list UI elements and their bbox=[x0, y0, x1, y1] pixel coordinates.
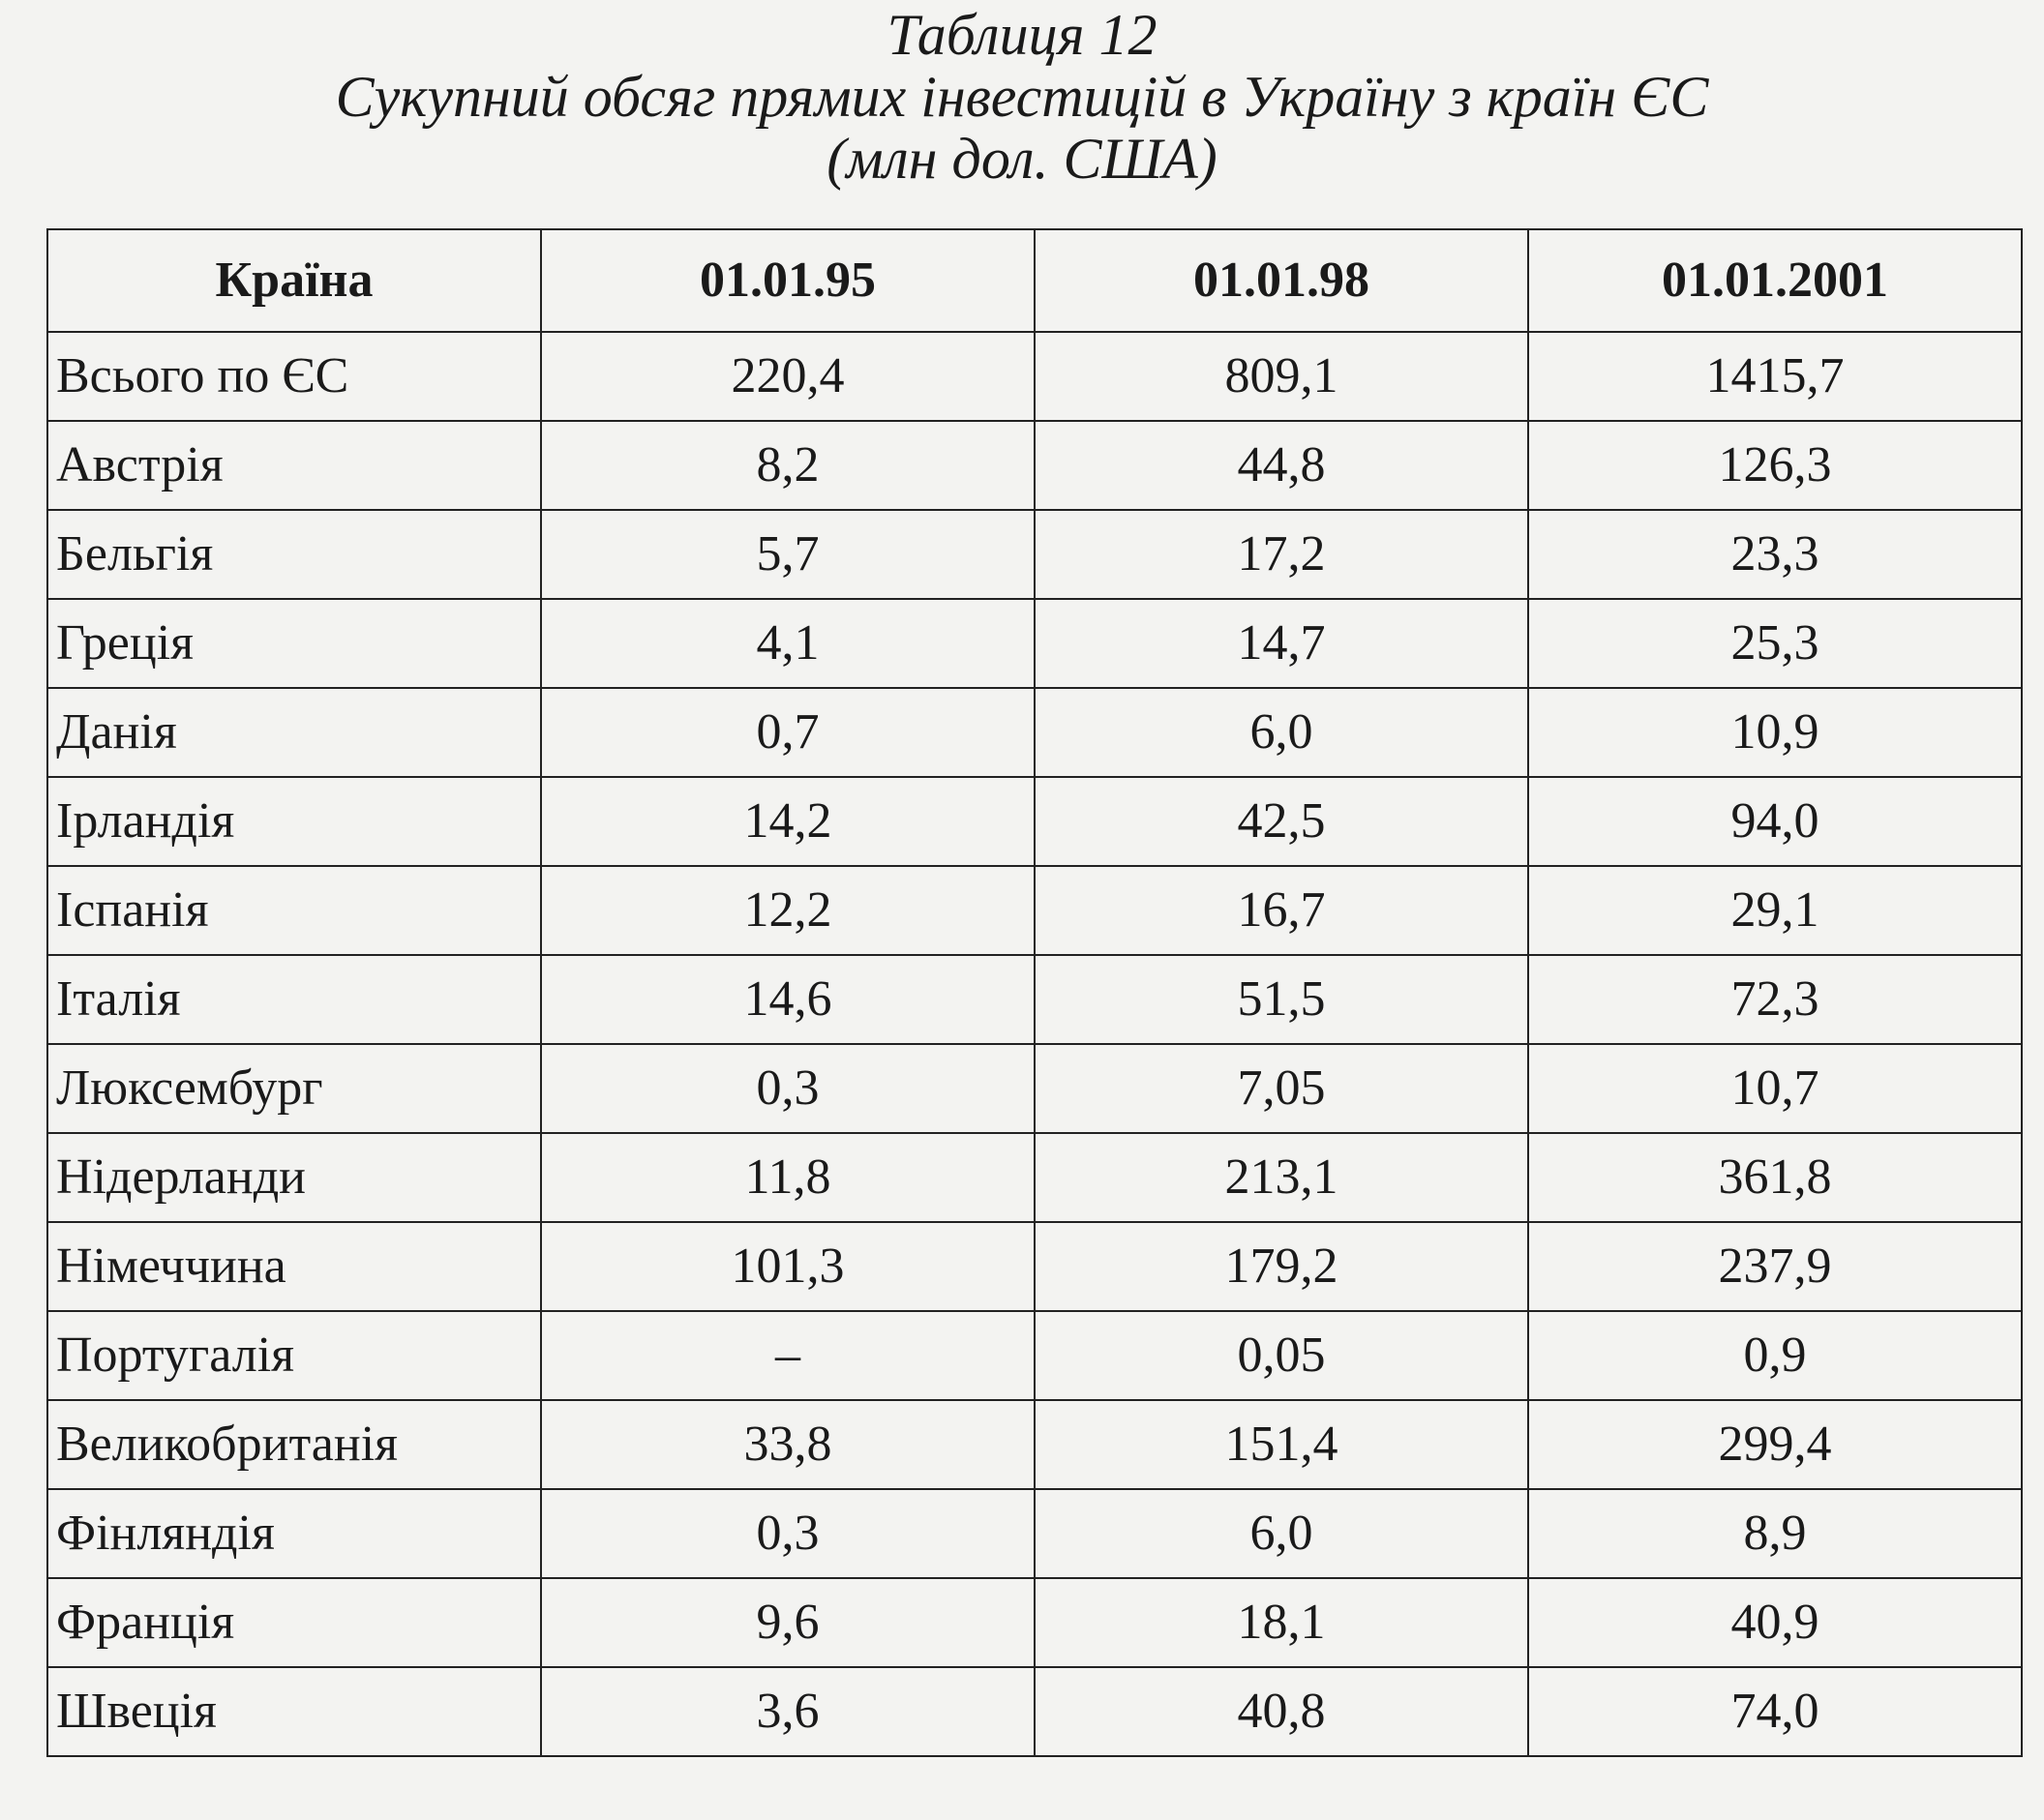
value-cell: 101,3 bbox=[541, 1222, 1035, 1311]
value-cell: 0,3 bbox=[541, 1489, 1035, 1578]
value-cell: 23,3 bbox=[1528, 510, 2022, 599]
country-cell: Данія bbox=[47, 688, 541, 777]
value-cell: 0,9 bbox=[1528, 1311, 2022, 1400]
value-cell: 25,3 bbox=[1528, 599, 2022, 688]
table-row bbox=[47, 1222, 2022, 1311]
value-cell: 51,5 bbox=[1035, 955, 1528, 1044]
country-cell: Австрія bbox=[47, 421, 541, 510]
value-cell: 7,05 bbox=[1035, 1044, 1528, 1133]
value-cell: 12,2 bbox=[541, 866, 1035, 955]
value-cell: 10,7 bbox=[1528, 1044, 2022, 1133]
country-cell: Люксембург bbox=[47, 1044, 541, 1133]
value-cell: 11,8 bbox=[541, 1133, 1035, 1222]
value-cell: 33,8 bbox=[541, 1400, 1035, 1489]
value-cell: 14,2 bbox=[541, 777, 1035, 866]
table-title: Сукупний обсяг прямих інвестицій в Україну з країн ЄС bbox=[335, 65, 1709, 129]
value-cell: 16,7 bbox=[1035, 866, 1528, 955]
table-caption bbox=[0, 4, 2044, 190]
table-row bbox=[47, 1489, 2022, 1578]
value-cell: 14,7 bbox=[1035, 599, 1528, 688]
country-cell: Великобританія bbox=[47, 1400, 541, 1489]
value-cell: 40,9 bbox=[1528, 1578, 2022, 1667]
table-row bbox=[47, 1044, 2022, 1133]
table-units: (млн дол. США) bbox=[827, 127, 1217, 191]
country-cell: Бельгія bbox=[47, 510, 541, 599]
table-row bbox=[47, 599, 2022, 688]
value-cell: 8,2 bbox=[541, 421, 1035, 510]
table-row bbox=[47, 1667, 2022, 1756]
value-cell: 3,6 bbox=[541, 1667, 1035, 1756]
value-cell: 10,9 bbox=[1528, 688, 2022, 777]
header-2001: 01.01.2001 bbox=[1528, 229, 2022, 332]
value-cell: 237,9 bbox=[1528, 1222, 2022, 1311]
country-cell: Ірландія bbox=[47, 777, 541, 866]
country-cell: Фінляндія bbox=[47, 1489, 541, 1578]
table-body bbox=[47, 332, 2022, 1756]
value-cell: 0,7 bbox=[541, 688, 1035, 777]
country-cell: Німеччина bbox=[47, 1222, 541, 1311]
value-cell: 0,05 bbox=[1035, 1311, 1528, 1400]
table-row bbox=[47, 688, 2022, 777]
table-row bbox=[47, 777, 2022, 866]
value-cell: 0,3 bbox=[541, 1044, 1035, 1133]
table-row bbox=[47, 1133, 2022, 1222]
value-cell: 44,8 bbox=[1035, 421, 1528, 510]
table-row bbox=[47, 510, 2022, 599]
country-cell: Франція bbox=[47, 1578, 541, 1667]
country-cell: Швеція bbox=[47, 1667, 541, 1756]
value-cell: 74,0 bbox=[1528, 1667, 2022, 1756]
value-cell: 29,1 bbox=[1528, 866, 2022, 955]
table-row bbox=[47, 1311, 2022, 1400]
header-country: Країна bbox=[47, 229, 541, 332]
header-1995: 01.01.95 bbox=[541, 229, 1035, 332]
value-cell: 40,8 bbox=[1035, 1667, 1528, 1756]
country-cell: Греція bbox=[47, 599, 541, 688]
investment-table-container bbox=[46, 228, 2021, 1757]
table-row bbox=[47, 1400, 2022, 1489]
value-cell: 299,4 bbox=[1528, 1400, 2022, 1489]
country-cell: Нідерланди bbox=[47, 1133, 541, 1222]
country-cell: Італія bbox=[47, 955, 541, 1044]
value-cell: 361,8 bbox=[1528, 1133, 2022, 1222]
value-cell: – bbox=[541, 1311, 1035, 1400]
country-cell: Іспанія bbox=[47, 866, 541, 955]
country-cell: Всього по ЄС bbox=[47, 332, 541, 421]
value-cell: 8,9 bbox=[1528, 1489, 2022, 1578]
value-cell: 4,1 bbox=[541, 599, 1035, 688]
value-cell: 18,1 bbox=[1035, 1578, 1528, 1667]
table-row bbox=[47, 1578, 2022, 1667]
table-row bbox=[47, 866, 2022, 955]
table-header-row bbox=[47, 229, 2022, 332]
value-cell: 5,7 bbox=[541, 510, 1035, 599]
value-cell: 220,4 bbox=[541, 332, 1035, 421]
value-cell: 6,0 bbox=[1035, 688, 1528, 777]
header-1998: 01.01.98 bbox=[1035, 229, 1528, 332]
country-cell: Португалія bbox=[47, 1311, 541, 1400]
table-row bbox=[47, 332, 2022, 421]
value-cell: 151,4 bbox=[1035, 1400, 1528, 1489]
table-row bbox=[47, 421, 2022, 510]
table-number: Таблиця 12 bbox=[887, 3, 1157, 67]
value-cell: 42,5 bbox=[1035, 777, 1528, 866]
value-cell: 1415,7 bbox=[1528, 332, 2022, 421]
value-cell: 126,3 bbox=[1528, 421, 2022, 510]
value-cell: 14,6 bbox=[541, 955, 1035, 1044]
value-cell: 9,6 bbox=[541, 1578, 1035, 1667]
table-row bbox=[47, 955, 2022, 1044]
value-cell: 809,1 bbox=[1035, 332, 1528, 421]
value-cell: 94,0 bbox=[1528, 777, 2022, 866]
value-cell: 213,1 bbox=[1035, 1133, 1528, 1222]
value-cell: 72,3 bbox=[1528, 955, 2022, 1044]
value-cell: 179,2 bbox=[1035, 1222, 1528, 1311]
value-cell: 17,2 bbox=[1035, 510, 1528, 599]
investment-table bbox=[46, 228, 2023, 1757]
value-cell: 6,0 bbox=[1035, 1489, 1528, 1578]
